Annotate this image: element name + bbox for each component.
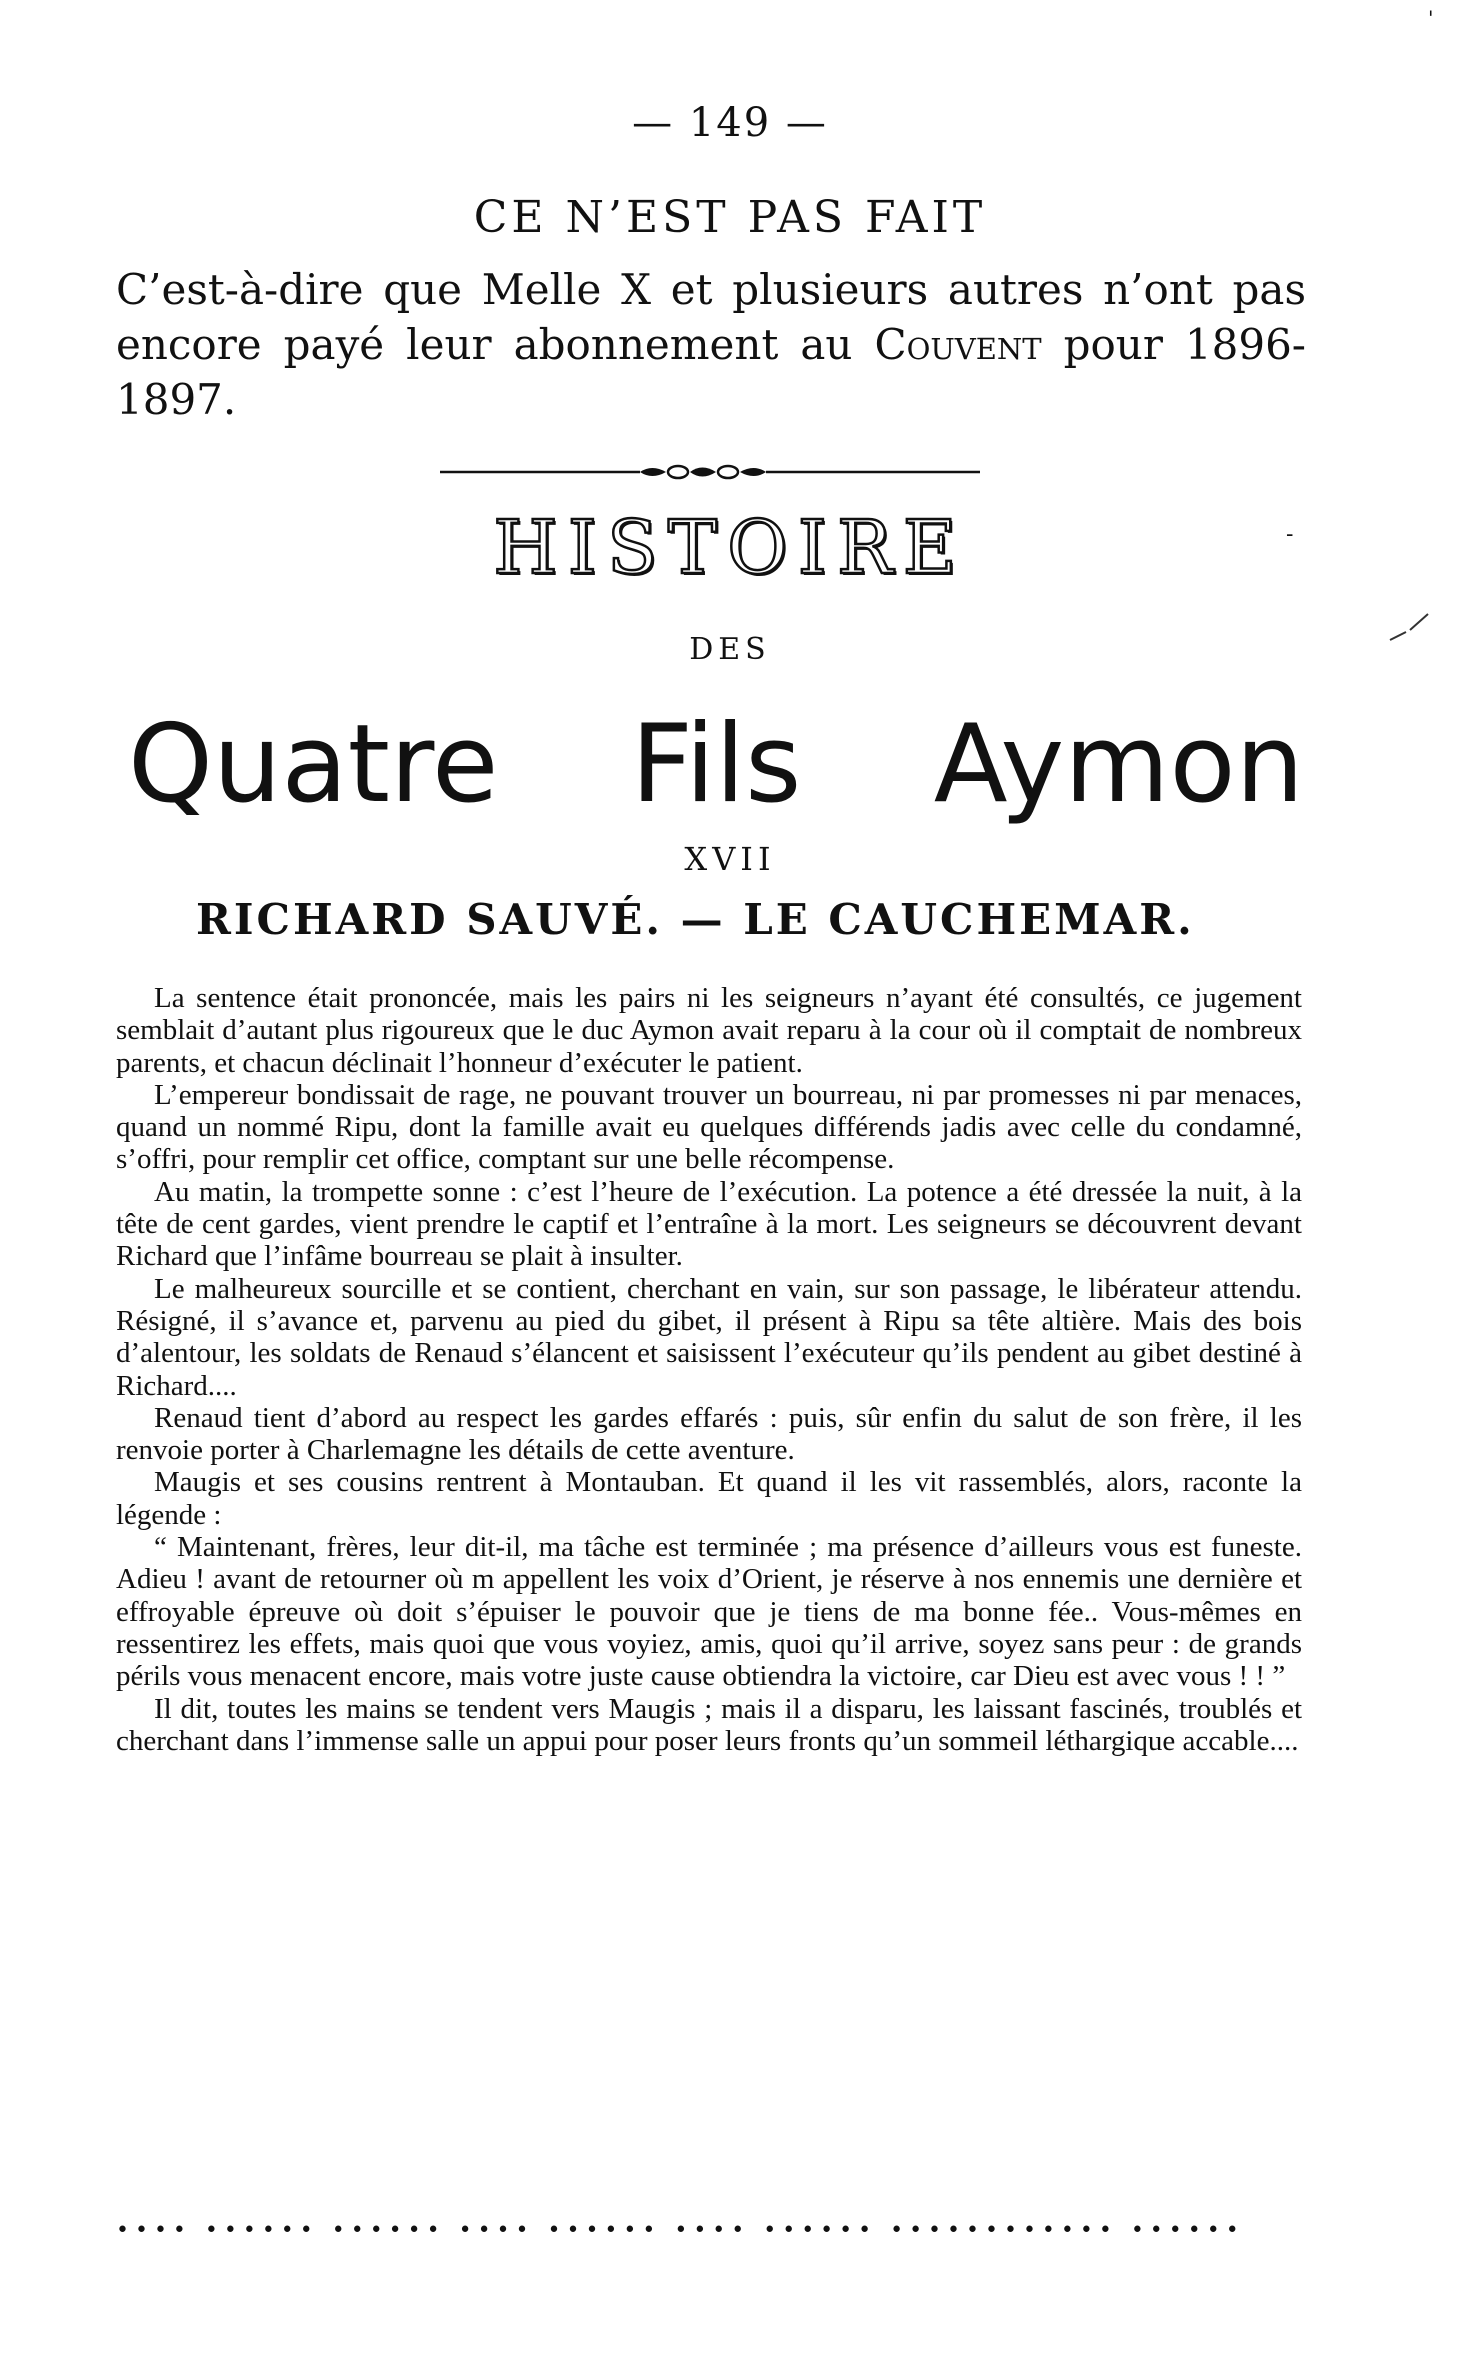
main-title xyxy=(128,700,1304,830)
chapter-number: XVII xyxy=(684,840,776,878)
paragraph: “ Maintenant, frères, leur dit-il, ma tâche est terminée ; ma présence d’ailleurs vous est funeste. Adieu ! avant de retourner où m appellent les voix d’Orient, je réserve à nos ennemis une dernière et effroyable épreuve où doit s’épuiser le pouvoir que je tiens de ma bonne fée.. Vous-mêmes en ressentirez les effets, mais quoi que vous voyiez, amis, quoi qu’il arrive, soyez sans peur : de grands périls vous menacent encore, mais votre juste cause obtiendra la victoire, car Dieu est avec vous ! ! ” xyxy=(116,1531,1302,1693)
title-word: Quatre xyxy=(128,702,499,827)
ornament-divider-icon xyxy=(440,462,980,482)
stray-mark: ' xyxy=(1428,6,1434,30)
paragraph: Maugis et ses cousins rentrent à Montauban. Et quand il les vit rassemblés, alors, raconte la légende : xyxy=(116,1466,1302,1531)
ellipsis-line: •••• •••••• •••••• •••• •••••• •••• •••••• •••••••••••• •••••• xyxy=(116,2218,1245,2243)
paragraph: Renaud tient d’abord au respect les gardes effarés : puis, sûr enfin du salut de son frère, il les renvoie porter à Charlemagne les détails de cette aventure. xyxy=(116,1401,1302,1467)
body-text xyxy=(116,982,1302,1757)
paragraph: Il dit, toutes les mains se tendent vers Maugis ; mais il a disparu, les laissant fascinés, troublés et cherchant dans l’immense salle un appui pour poser leurs fronts qu’un sommeil léthargique accable.... xyxy=(116,1692,1302,1757)
notice-text xyxy=(116,262,1306,427)
notice-text-before: C’est-à-dire que Melle X et plusieurs autres n’ont pas encore payé leur abonnement au xyxy=(116,265,1306,369)
title-word: Fils xyxy=(630,702,802,827)
heading-histoire: HISTOIRE xyxy=(493,505,967,591)
stray-mark: - xyxy=(1286,522,1294,547)
chapter-title: RICHARD SAUVÉ. — LE CAUCHEMAR. xyxy=(196,895,1195,944)
notice-text-after: pour 1896-1897. xyxy=(116,320,1306,424)
paragraph: L’empereur bondissait de rage, ne pouvant trouver un bourreau, ni par promesses ni par menaces, quand un nommé Ripu, dont la famille avait eu quelques différends jadis avec celle du condamné, s’offri, pour remplir cet office, comptant sur une belle récompense. xyxy=(116,1078,1302,1176)
notice-title: CE N’EST PAS FAIT xyxy=(473,192,987,243)
heading-des: DES xyxy=(689,632,771,667)
notice-emphasis: Couvent xyxy=(874,320,1042,369)
paragraph: Le malheureux sourcille et se contient, cherchant en vain, sur son passage, le libérateur attendu. Résigné, il s’avance et, parvenu au pied du gibet, il présent à Ripu sa tête altière. Mais des bois d’alentour, les soldats de Renaud s’élancent et saisissent l’exécuteur qu’ils pendent au gibet destiné à Richard.... xyxy=(116,1272,1302,1402)
paragraph: La sentence était prononcée, mais les pairs ni les seigneurs n’ayant été consultés, ce jugement semblait d’autant plus rigoureux que le duc Aymon avait reparu à la cour où il comptait de nombreux parents, et chacun déclinait l’honneur d’exécuter le patient. xyxy=(116,982,1302,1079)
page-number: — 149 — xyxy=(632,100,828,146)
paragraph: Au matin, la trompette sonne : c’est l’heure de l’exécution. La potence a été dressée la nuit, à la tête de cent gardes, vient prendre le captif et l’entraîne à la mort. Les seigneurs se découvrent devant Richard que l’infâme bourreau se plait à insulter. xyxy=(116,1175,1302,1273)
title-word: Aymon xyxy=(933,702,1304,827)
